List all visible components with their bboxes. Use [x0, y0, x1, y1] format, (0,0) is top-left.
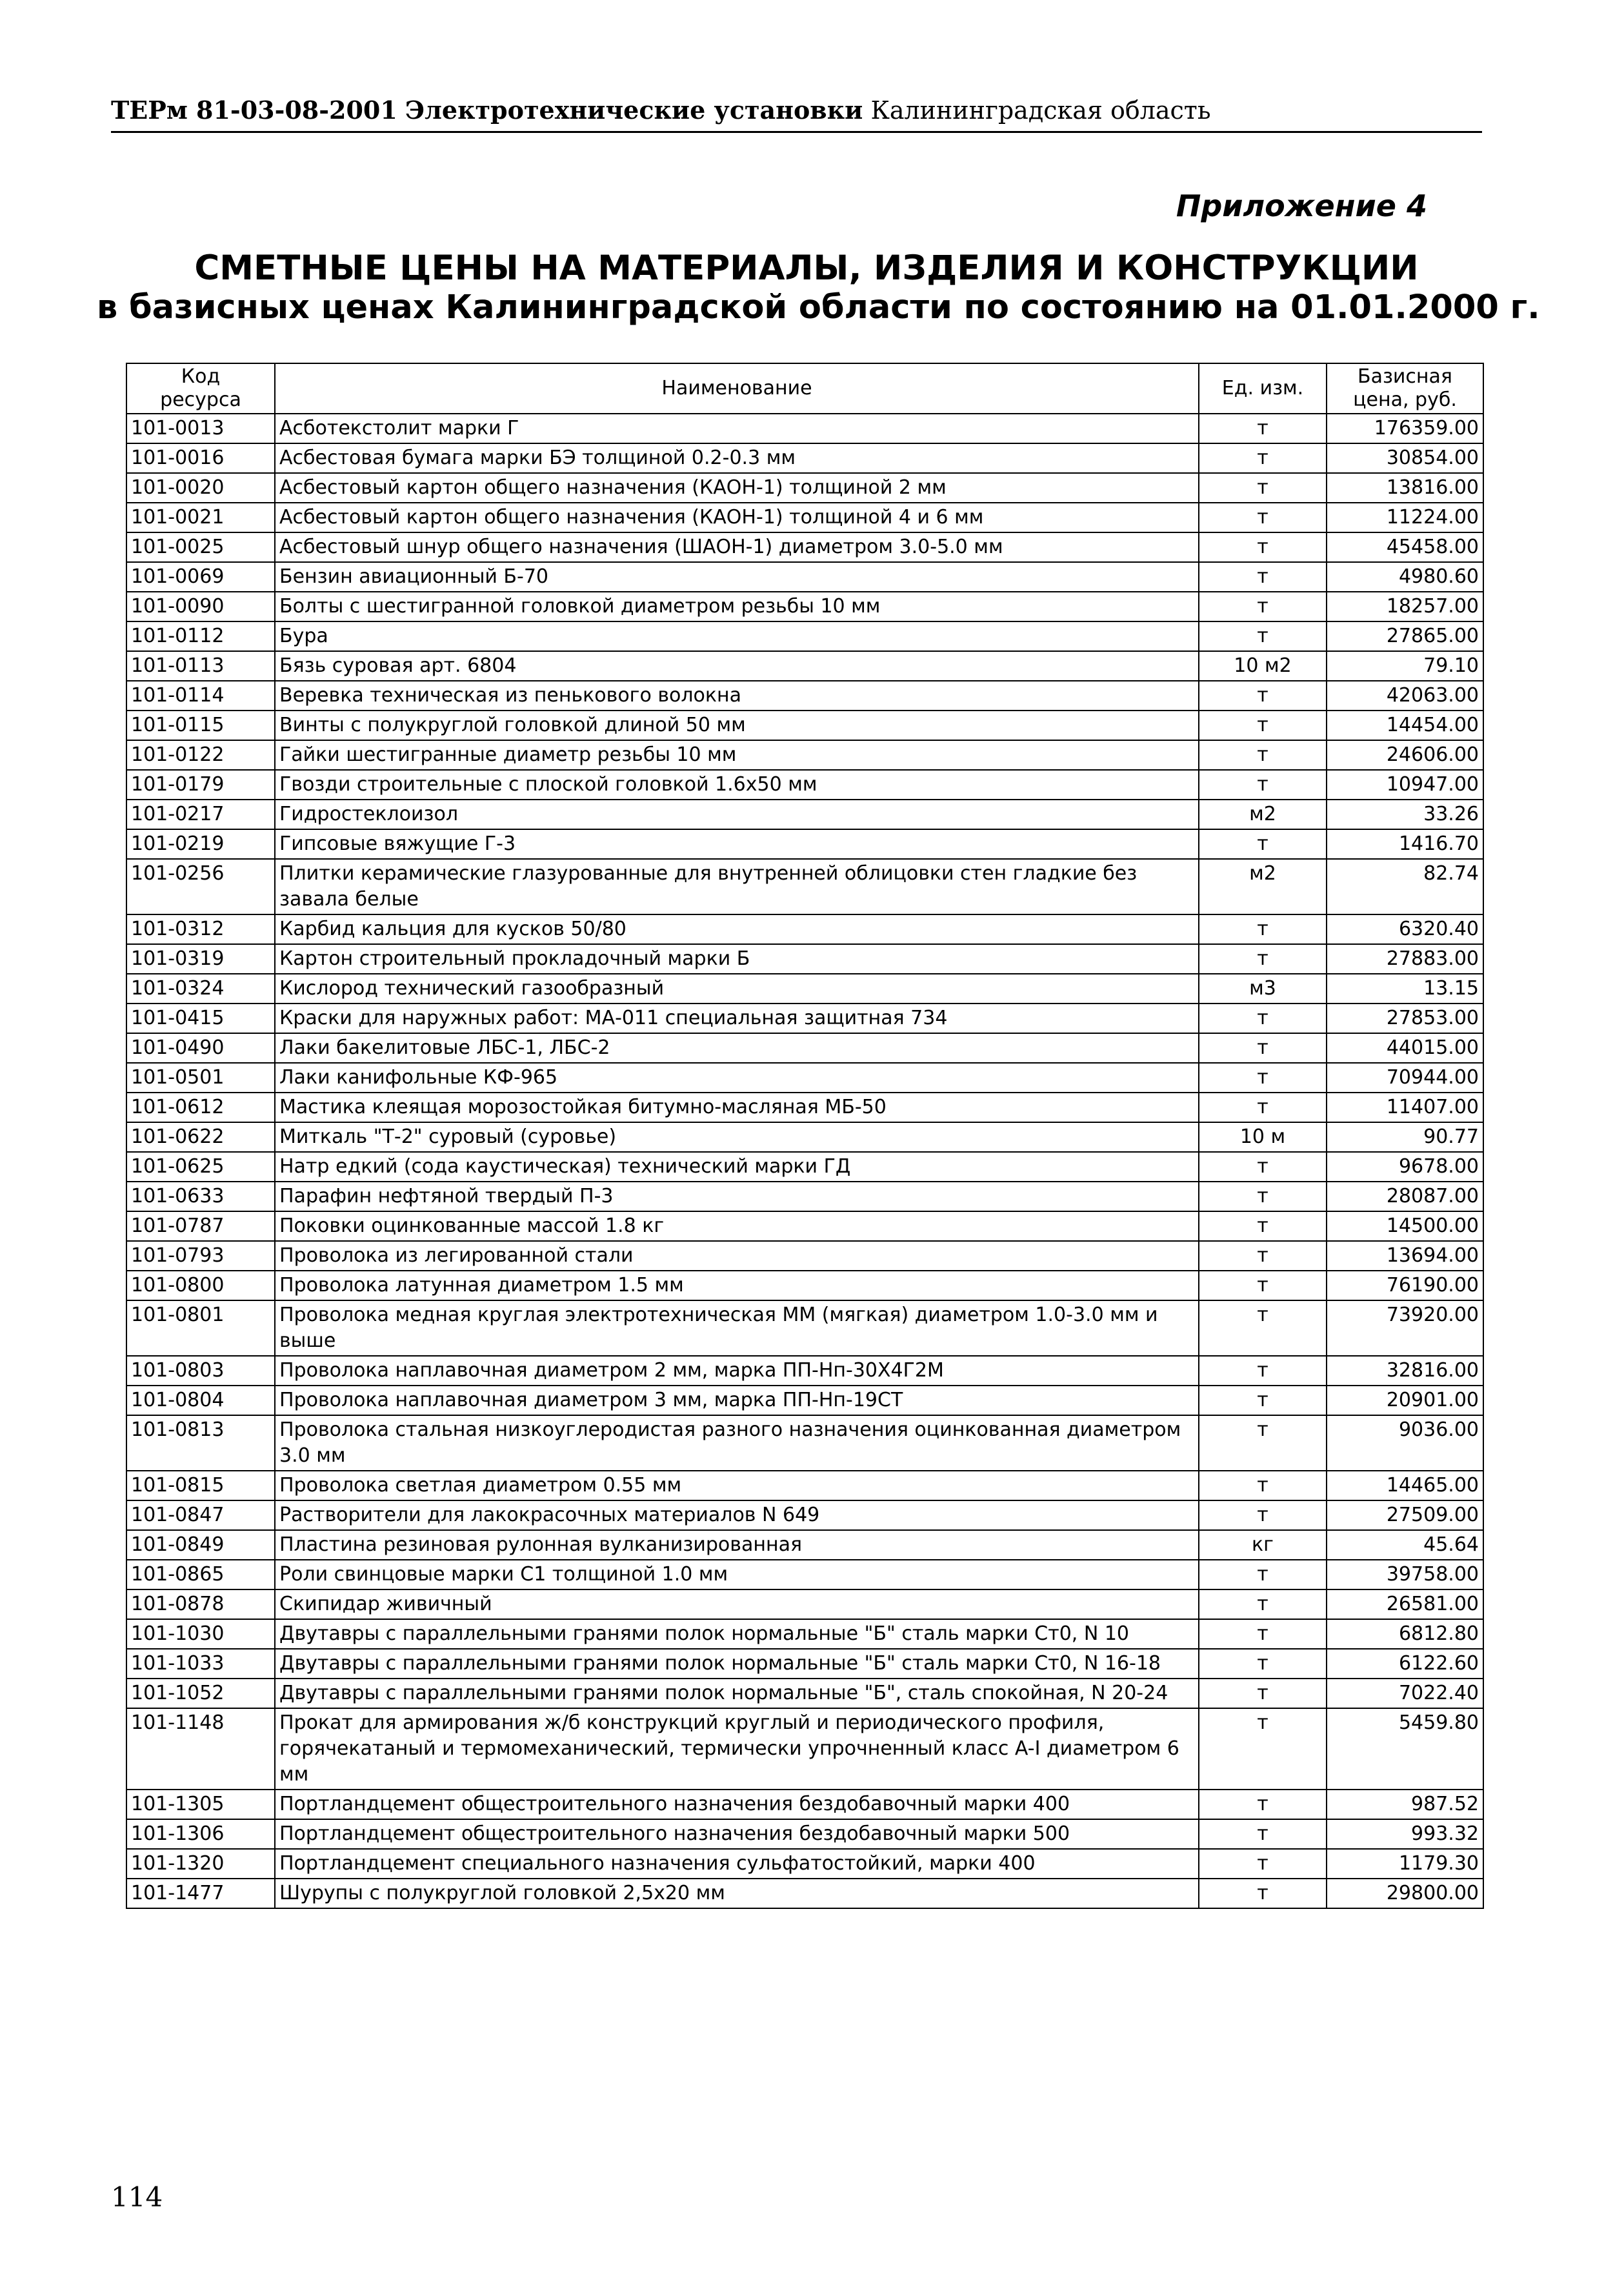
resource-code: 101-0787 — [126, 1211, 275, 1241]
running-header-doc-code: ТЕРм 81-03-08-2001 — [111, 96, 397, 125]
base-price: 6812.80 — [1327, 1619, 1483, 1649]
resource-code: 101-0319 — [126, 944, 275, 974]
unit-of-measure: т — [1199, 1708, 1327, 1790]
table-row — [126, 1560, 1483, 1589]
price-table — [126, 363, 1484, 1909]
resource-code: 101-0800 — [126, 1271, 275, 1300]
table-row — [126, 1271, 1483, 1300]
table-row — [126, 1093, 1483, 1122]
resource-code: 101-0013 — [126, 414, 275, 443]
column-header-price — [1327, 363, 1483, 414]
base-price: 13816.00 — [1327, 473, 1483, 503]
base-price: 82.74 — [1327, 859, 1483, 914]
table-row — [126, 1300, 1483, 1356]
base-price: 73920.00 — [1327, 1300, 1483, 1356]
unit-of-measure: т — [1199, 503, 1327, 532]
material-name: Бязь суровая арт. 6804 — [275, 651, 1199, 681]
table-row — [126, 1241, 1483, 1271]
unit-of-measure: т — [1199, 1211, 1327, 1241]
material-name: Роли свинцовые марки С1 толщиной 1.0 мм — [275, 1560, 1199, 1589]
material-name: Проволока наплавочная диаметром 3 мм, марка ПП-Нп-19СТ — [275, 1386, 1199, 1415]
table-row — [126, 1182, 1483, 1211]
table-row — [126, 621, 1483, 651]
base-price: 176359.00 — [1327, 414, 1483, 443]
material-name: Гайки шестигранные диаметр резьбы 10 мм — [275, 740, 1199, 770]
resource-code: 101-0069 — [126, 562, 275, 592]
material-name: Миткаль "Т-2" суровый (суровье) — [275, 1122, 1199, 1152]
resource-code: 101-1477 — [126, 1879, 275, 1908]
base-price: 32816.00 — [1327, 1356, 1483, 1386]
resource-code: 101-0016 — [126, 443, 275, 473]
material-name: Краски для наружных работ: МА-011 специальная защитная 734 — [275, 1004, 1199, 1033]
column-header-price-line2: цена, руб. — [1353, 388, 1457, 411]
base-price: 39758.00 — [1327, 1560, 1483, 1589]
table-row — [126, 1819, 1483, 1849]
material-name: Винты с полукруглой головкой длиной 50 мм — [275, 711, 1199, 740]
unit-of-measure: т — [1199, 1589, 1327, 1619]
base-price: 45.64 — [1327, 1530, 1483, 1560]
resource-code: 101-0113 — [126, 651, 275, 681]
resource-code: 101-0625 — [126, 1152, 275, 1182]
resource-code: 101-0501 — [126, 1063, 275, 1093]
resource-code: 101-0633 — [126, 1182, 275, 1211]
material-name: Натр едкий (сода каустическая) технический марки ГД — [275, 1152, 1199, 1182]
table-row — [126, 1356, 1483, 1386]
material-name: Растворители для лакокрасочных материалов N 649 — [275, 1500, 1199, 1530]
base-price: 1179.30 — [1327, 1849, 1483, 1879]
material-name: Болты с шестигранной головкой диаметром резьбы 10 мм — [275, 592, 1199, 621]
resource-code: 101-0415 — [126, 1004, 275, 1033]
table-header-row — [126, 363, 1483, 414]
resource-code: 101-0090 — [126, 592, 275, 621]
material-name: Шурупы с полукруглой головкой 2,5x20 мм — [275, 1879, 1199, 1908]
resource-code: 101-1320 — [126, 1849, 275, 1879]
unit-of-measure: т — [1199, 621, 1327, 651]
base-price: 44015.00 — [1327, 1033, 1483, 1063]
column-header-name: Наименование — [275, 363, 1199, 414]
page-subtitle: в базисных ценах Калининградской области по состоянию на 01.01.2000 г. — [97, 288, 1540, 327]
unit-of-measure: т — [1199, 711, 1327, 740]
base-price: 4980.60 — [1327, 562, 1483, 592]
base-price: 11224.00 — [1327, 503, 1483, 532]
unit-of-measure: т — [1199, 1093, 1327, 1122]
base-price: 987.52 — [1327, 1790, 1483, 1819]
resource-code: 101-0020 — [126, 473, 275, 503]
base-price: 33.26 — [1327, 800, 1483, 829]
material-name: Кислород технический газообразный — [275, 974, 1199, 1004]
resource-code: 101-1030 — [126, 1619, 275, 1649]
resource-code: 101-0312 — [126, 914, 275, 944]
unit-of-measure: т — [1199, 1819, 1327, 1849]
table-row — [126, 1471, 1483, 1500]
material-name: Асбестовый шнур общего назначения (ШАОН-1) диаметром 3.0-5.0 мм — [275, 532, 1199, 562]
table-row — [126, 1708, 1483, 1790]
table-row — [126, 800, 1483, 829]
table-row — [126, 1033, 1483, 1063]
base-price: 27865.00 — [1327, 621, 1483, 651]
base-price: 993.32 — [1327, 1819, 1483, 1849]
unit-of-measure: т — [1199, 1386, 1327, 1415]
material-name: Прокат для армирования ж/б конструкций круглый и периодического профиля, горячекатаный и термомеханический, термически упрочненный класс A-I диаметром 6 мм — [275, 1708, 1199, 1790]
resource-code: 101-0813 — [126, 1415, 275, 1471]
resource-code: 101-0815 — [126, 1471, 275, 1500]
unit-of-measure: т — [1199, 532, 1327, 562]
resource-code: 101-0793 — [126, 1241, 275, 1271]
material-name: Проволока стальная низкоуглеродистая разного назначения оцинкованная диаметром 3.0 мм — [275, 1415, 1199, 1471]
table-row — [126, 1415, 1483, 1471]
table-row — [126, 1122, 1483, 1152]
resource-code: 101-0847 — [126, 1500, 275, 1530]
base-price: 14500.00 — [1327, 1211, 1483, 1241]
resource-code: 101-1306 — [126, 1819, 275, 1849]
table-row — [126, 443, 1483, 473]
material-name: Бура — [275, 621, 1199, 651]
table-row — [126, 1679, 1483, 1708]
resource-code: 101-0612 — [126, 1093, 275, 1122]
unit-of-measure: м3 — [1199, 974, 1327, 1004]
resource-code: 101-0217 — [126, 800, 275, 829]
table-row — [126, 1004, 1483, 1033]
material-name: Лаки канифольные КФ-965 — [275, 1063, 1199, 1093]
base-price: 14465.00 — [1327, 1471, 1483, 1500]
unit-of-measure: т — [1199, 740, 1327, 770]
column-header-price-line1: Базисная — [1358, 365, 1452, 388]
material-name: Парафин нефтяной твердый П-3 — [275, 1182, 1199, 1211]
base-price: 9678.00 — [1327, 1152, 1483, 1182]
material-name: Картон строительный прокладочный марки Б — [275, 944, 1199, 974]
material-name: Пластина резиновая рулонная вулканизированная — [275, 1530, 1199, 1560]
resource-code: 101-1033 — [126, 1649, 275, 1679]
table-row — [126, 711, 1483, 740]
material-name: Проволока из легированной стали — [275, 1241, 1199, 1271]
material-name: Асбестовый картон общего назначения (КАОН-1) толщиной 2 мм — [275, 473, 1199, 503]
unit-of-measure: т — [1199, 1004, 1327, 1033]
page-number: 114 — [111, 2181, 163, 2213]
material-name: Скипидар живичный — [275, 1589, 1199, 1619]
material-name: Асбестовая бумага марки БЭ толщиной 0.2-0.3 мм — [275, 443, 1199, 473]
base-price: 11407.00 — [1327, 1093, 1483, 1122]
unit-of-measure: т — [1199, 1500, 1327, 1530]
material-name: Проволока латунная диаметром 1.5 мм — [275, 1271, 1199, 1300]
resource-code: 101-0878 — [126, 1589, 275, 1619]
unit-of-measure: т — [1199, 1063, 1327, 1093]
resource-code: 101-0849 — [126, 1530, 275, 1560]
base-price: 27853.00 — [1327, 1004, 1483, 1033]
unit-of-measure: т — [1199, 1471, 1327, 1500]
base-price: 9036.00 — [1327, 1415, 1483, 1471]
base-price: 26581.00 — [1327, 1589, 1483, 1619]
material-name: Веревка техническая из пенькового волокна — [275, 681, 1199, 711]
table-row — [126, 1619, 1483, 1649]
unit-of-measure: т — [1199, 1271, 1327, 1300]
unit-of-measure: м2 — [1199, 800, 1327, 829]
unit-of-measure: т — [1199, 1152, 1327, 1182]
table-body — [126, 414, 1483, 1908]
table-row — [126, 473, 1483, 503]
base-price: 6320.40 — [1327, 914, 1483, 944]
material-name: Проволока светлая диаметром 0.55 мм — [275, 1471, 1199, 1500]
material-name: Портландцемент специального назначения сульфатостойкий, марки 400 — [275, 1849, 1199, 1879]
unit-of-measure: т — [1199, 1033, 1327, 1063]
material-name: Плитки керамические глазурованные для внутренней облицовки стен гладкие без завала белые — [275, 859, 1199, 914]
table-row — [126, 829, 1483, 859]
table-row — [126, 1063, 1483, 1093]
base-price: 24606.00 — [1327, 740, 1483, 770]
resource-code: 101-1305 — [126, 1790, 275, 1819]
material-name: Гидростеклоизол — [275, 800, 1199, 829]
table-row — [126, 503, 1483, 532]
base-price: 14454.00 — [1327, 711, 1483, 740]
table-row — [126, 770, 1483, 800]
unit-of-measure: т — [1199, 592, 1327, 621]
table-row — [126, 651, 1483, 681]
unit-of-measure: т — [1199, 1356, 1327, 1386]
unit-of-measure: 10 м — [1199, 1122, 1327, 1152]
unit-of-measure: т — [1199, 1182, 1327, 1211]
base-price: 28087.00 — [1327, 1182, 1483, 1211]
resource-code: 101-0865 — [126, 1560, 275, 1589]
unit-of-measure: т — [1199, 829, 1327, 859]
resource-code: 101-0622 — [126, 1122, 275, 1152]
material-name: Двутавры с параллельными гранями полок нормальные "Б", сталь спокойная, N 20-24 — [275, 1679, 1199, 1708]
base-price: 13.15 — [1327, 974, 1483, 1004]
resource-code: 101-0112 — [126, 621, 275, 651]
unit-of-measure: т — [1199, 414, 1327, 443]
unit-of-measure: т — [1199, 1679, 1327, 1708]
material-name: Портландцемент общестроительного назначения бездобавочный марки 500 — [275, 1819, 1199, 1849]
base-price: 1416.70 — [1327, 829, 1483, 859]
unit-of-measure: т — [1199, 1415, 1327, 1471]
table-row — [126, 414, 1483, 443]
table-row — [126, 1211, 1483, 1241]
material-name: Портландцемент общестроительного назначения бездобавочный марки 400 — [275, 1790, 1199, 1819]
unit-of-measure: м2 — [1199, 859, 1327, 914]
base-price: 45458.00 — [1327, 532, 1483, 562]
material-name: Поковки оцинкованные массой 1.8 кг — [275, 1211, 1199, 1241]
material-name: Гвозди строительные с плоской головкой 1.6x50 мм — [275, 770, 1199, 800]
base-price: 29800.00 — [1327, 1879, 1483, 1908]
column-header-code-line1: Код — [181, 365, 221, 388]
page-title: СМЕТНЫЕ ЦЕНЫ НА МАТЕРИАЛЫ, ИЗДЕЛИЯ И КОНСТРУКЦИИ — [194, 248, 1419, 288]
material-name: Карбид кальция для кусков 50/80 — [275, 914, 1199, 944]
table-row — [126, 1649, 1483, 1679]
material-name: Мастика клеящая морозостойкая битумно-масляная МБ-50 — [275, 1093, 1199, 1122]
resource-code: 101-0115 — [126, 711, 275, 740]
table-row — [126, 859, 1483, 914]
base-price: 7022.40 — [1327, 1679, 1483, 1708]
base-price: 79.10 — [1327, 651, 1483, 681]
unit-of-measure: т — [1199, 562, 1327, 592]
unit-of-measure: т — [1199, 1849, 1327, 1879]
unit-of-measure: 10 м2 — [1199, 651, 1327, 681]
column-header-code — [126, 363, 275, 414]
table-row — [126, 1386, 1483, 1415]
table-row — [126, 944, 1483, 974]
unit-of-measure: т — [1199, 1560, 1327, 1589]
table-row — [126, 1530, 1483, 1560]
base-price: 18257.00 — [1327, 592, 1483, 621]
base-price: 70944.00 — [1327, 1063, 1483, 1093]
resource-code: 101-1052 — [126, 1679, 275, 1708]
base-price: 10947.00 — [1327, 770, 1483, 800]
base-price: 30854.00 — [1327, 443, 1483, 473]
unit-of-measure: т — [1199, 473, 1327, 503]
resource-code: 101-0021 — [126, 503, 275, 532]
column-header-unit: Ед. изм. — [1199, 363, 1327, 414]
resource-code: 101-0803 — [126, 1356, 275, 1386]
table-row — [126, 1879, 1483, 1908]
resource-code: 101-0804 — [126, 1386, 275, 1415]
base-price: 20901.00 — [1327, 1386, 1483, 1415]
material-name: Гипсовые вяжущие Г-3 — [275, 829, 1199, 859]
appendix-label: Приложение 4 — [1176, 188, 1427, 223]
unit-of-measure: т — [1199, 1790, 1327, 1819]
unit-of-measure: т — [1199, 770, 1327, 800]
unit-of-measure: т — [1199, 443, 1327, 473]
unit-of-measure: т — [1199, 1879, 1327, 1908]
unit-of-measure: т — [1199, 1649, 1327, 1679]
base-price: 27883.00 — [1327, 944, 1483, 974]
table-row — [126, 1589, 1483, 1619]
table-row — [126, 1500, 1483, 1530]
material-name: Двутавры с параллельными гранями полок нормальные "Б" сталь марки Ст0, N 10 — [275, 1619, 1199, 1649]
unit-of-measure: т — [1199, 1241, 1327, 1271]
table-row — [126, 562, 1483, 592]
running-header-region: Калининградская область — [870, 96, 1211, 125]
base-price: 5459.80 — [1327, 1708, 1483, 1790]
unit-of-measure: т — [1199, 944, 1327, 974]
material-name: Асбестовый картон общего назначения (КАОН-1) толщиной 4 и 6 мм — [275, 503, 1199, 532]
unit-of-measure: т — [1199, 681, 1327, 711]
base-price: 90.77 — [1327, 1122, 1483, 1152]
running-header-subject: Электротехнические установки — [405, 96, 863, 125]
table-row — [126, 681, 1483, 711]
resource-code: 101-0801 — [126, 1300, 275, 1356]
resource-code: 101-0179 — [126, 770, 275, 800]
table-row — [126, 532, 1483, 562]
base-price: 6122.60 — [1327, 1649, 1483, 1679]
material-name: Двутавры с параллельными гранями полок нормальные "Б" сталь марки Ст0, N 16-18 — [275, 1649, 1199, 1679]
base-price: 13694.00 — [1327, 1241, 1483, 1271]
material-name: Асботекстолит марки Г — [275, 414, 1199, 443]
unit-of-measure: т — [1199, 914, 1327, 944]
table-row — [126, 1790, 1483, 1819]
base-price: 42063.00 — [1327, 681, 1483, 711]
table-row — [126, 1849, 1483, 1879]
resource-code: 101-0122 — [126, 740, 275, 770]
table-row — [126, 914, 1483, 944]
resource-code: 101-0219 — [126, 829, 275, 859]
unit-of-measure: т — [1199, 1300, 1327, 1356]
resource-code: 101-0114 — [126, 681, 275, 711]
table-row — [126, 592, 1483, 621]
running-header — [111, 96, 1482, 133]
material-name: Лаки бакелитовые ЛБС-1, ЛБС-2 — [275, 1033, 1199, 1063]
table-row — [126, 740, 1483, 770]
material-name: Бензин авиационный Б-70 — [275, 562, 1199, 592]
table-row — [126, 974, 1483, 1004]
resource-code: 101-1148 — [126, 1708, 275, 1790]
resource-code: 101-0256 — [126, 859, 275, 914]
material-name: Проволока медная круглая электротехническая ММ (мягкая) диаметром 1.0-3.0 мм и выше — [275, 1300, 1199, 1356]
table-row — [126, 1152, 1483, 1182]
material-name: Проволока наплавочная диаметром 2 мм, марка ПП-Нп-30Х4Г2М — [275, 1356, 1199, 1386]
resource-code: 101-0490 — [126, 1033, 275, 1063]
column-header-code-line2: ресурса — [160, 388, 241, 411]
base-price: 76190.00 — [1327, 1271, 1483, 1300]
unit-of-measure: т — [1199, 1619, 1327, 1649]
unit-of-measure: кг — [1199, 1530, 1327, 1560]
resource-code: 101-0025 — [126, 532, 275, 562]
resource-code: 101-0324 — [126, 974, 275, 1004]
base-price: 27509.00 — [1327, 1500, 1483, 1530]
